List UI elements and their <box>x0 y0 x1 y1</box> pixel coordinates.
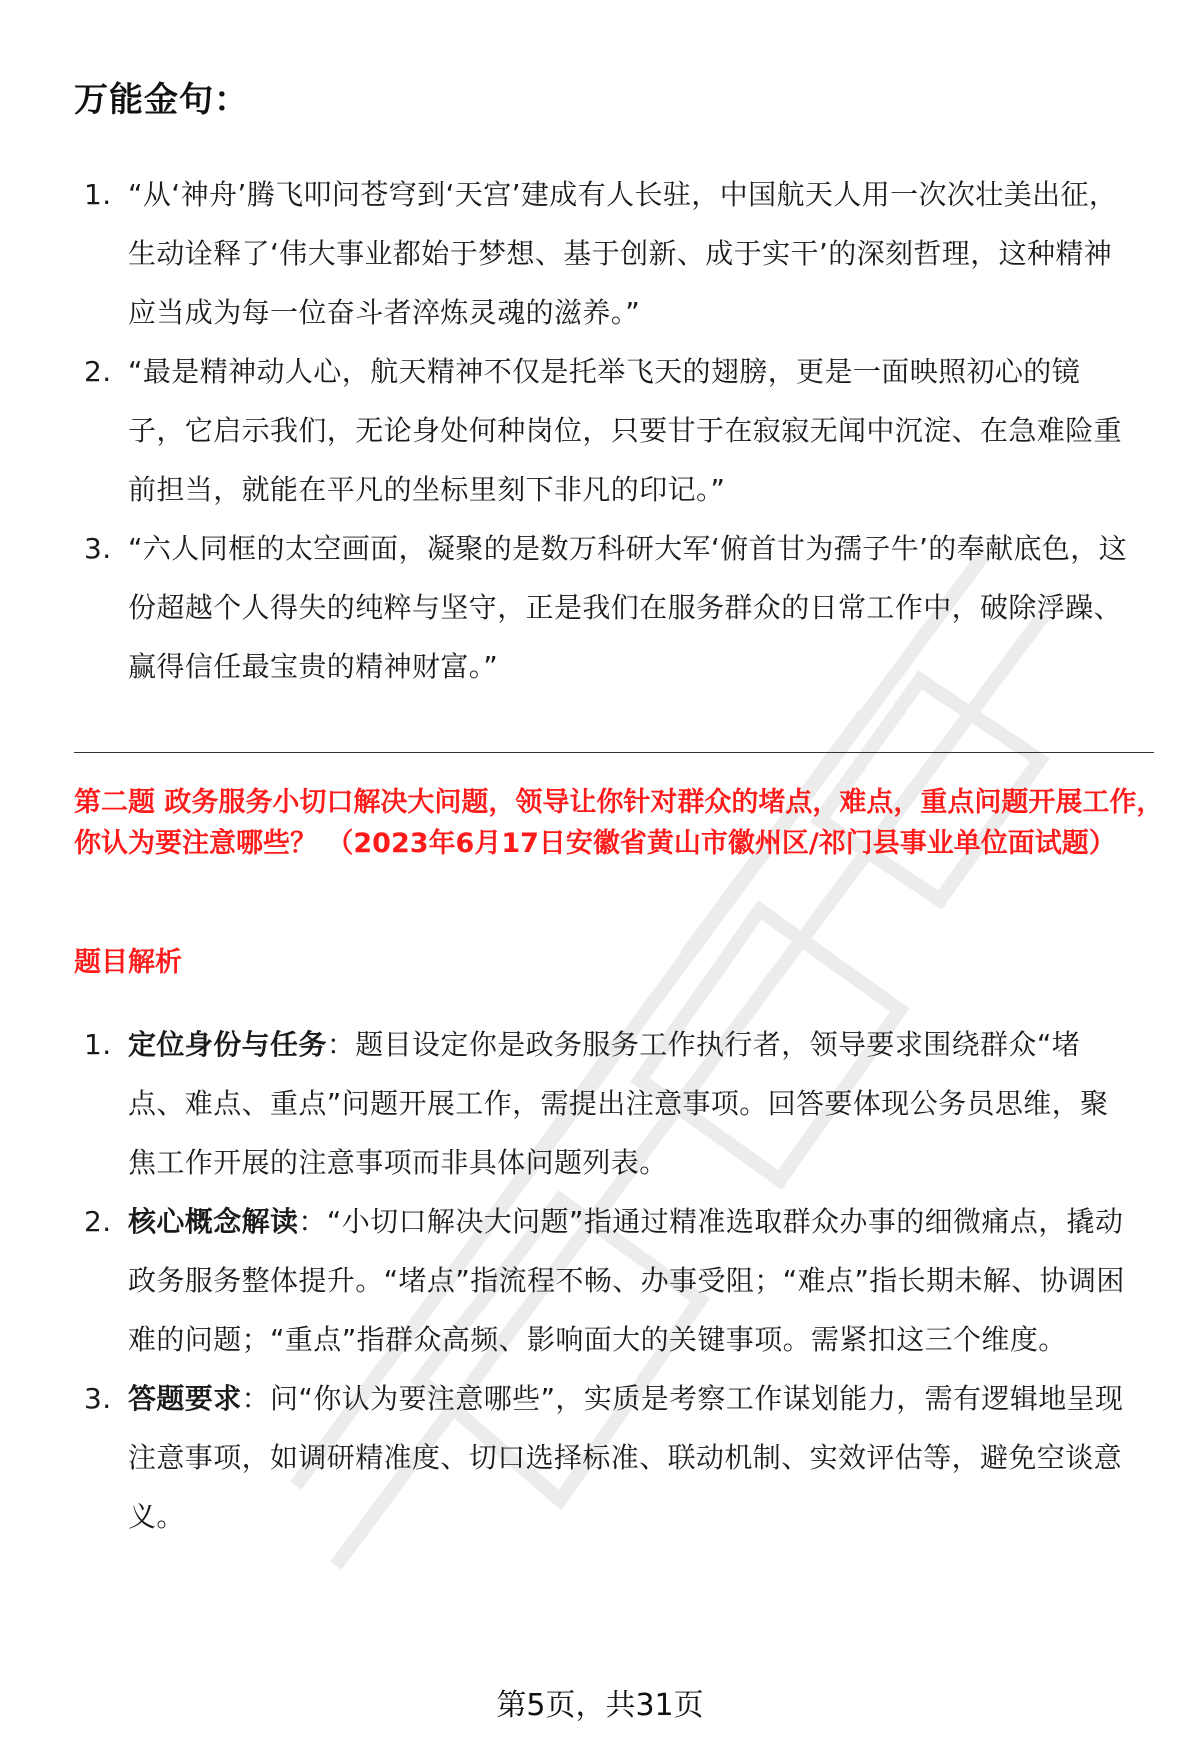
analysis-text: ：题目设定你是政务服务工作执行者，领导要求围绕群众“堵点、难点、重点”问题开展工作，需提出注意事项。回答要体现公务员思维，聚焦工作开展的注意事项而非具体问题列表。 <box>128 1028 1109 1179</box>
list-number: 1. <box>84 178 112 211</box>
list-number: 1. <box>84 1028 112 1061</box>
analysis-term: 核心概念解读 <box>128 1205 299 1238</box>
list-number: 3. <box>84 1382 112 1415</box>
question-heading: 第二题 政务服务小切口解决大问题，领导让你针对群众的堵点，难点，重点问题开展工作，你认为要注意哪些？ （2023年6月17日安徽省黄山市徽州区/祁门县事业单位面试题） <box>74 787 1164 859</box>
golden-sentences-list <box>0 165 1130 696</box>
golden-sentence-text: “从‘神舟’腾飞叩问苍穹到‘天宫’建成有人长驻，中国航天人用一次次壮美出征，生动诠释了‘伟大事业都始于梦想、基于创新、成于实干’的深刻哲理，这种精神应当成为每一位奋斗者淬炼灵魂的滋养。” <box>128 178 1118 329</box>
list-number: 2. <box>84 355 112 388</box>
analysis-text: ：问“你认为要注意哪些”，实质是考察工作谋划能力，需有逻辑地呈现注意事项，如调研精准度、切口选择标准、联动机制、实效评估等，避免空谈意义。 <box>128 1382 1124 1533</box>
analysis-heading: 题目解析 <box>74 947 182 978</box>
list-number: 3. <box>84 532 112 565</box>
golden-sentence-item <box>0 519 1130 696</box>
analysis-item <box>0 1015 1130 1192</box>
section-divider <box>74 752 1154 753</box>
analysis-item <box>0 1369 1130 1546</box>
analysis-term: 定位身份与任务 <box>128 1028 327 1061</box>
golden-sentence-text: “六人同框的太空画面，凝聚的是数万科研大军‘俯首甘为孺子牛’的奉献底色，这份超越个人得失的纯粹与坚守，正是我们在服务群众的日常工作中，破除浮躁、赢得信任最宝贵的精神财富。” <box>128 532 1128 683</box>
golden-sentence-text: “最是精神动人心，航天精神不仅是托举飞天的翅膀，更是一面映照初心的镜子，它启示我们，无论身处何种岗位，只要甘于在寂寂无闻中沉淀、在急难险重前担当，就能在平凡的坐标里刻下非凡的印记。” <box>128 355 1123 506</box>
page-footer: 第5页，共31页 <box>496 1688 704 1723</box>
golden-sentence-item <box>0 342 1130 519</box>
analysis-list <box>0 1015 1130 1546</box>
list-number: 2. <box>84 1205 112 1238</box>
analysis-item <box>0 1192 1130 1369</box>
golden-sentence-item <box>0 165 1130 342</box>
analysis-term: 答题要求 <box>128 1382 242 1415</box>
golden-sentences-title: 万能金句： <box>74 80 249 120</box>
analysis-text: ：“小切口解决大问题”指通过精准选取群众办事的细微痛点，撬动政务服务整体提升。“堵点”指流程不畅、办事受阻；“难点”指长期未解、协调困难的问题；“重点”指群众高频、影响面大的关键事项。需紧扣这三个维度。 <box>128 1205 1125 1356</box>
